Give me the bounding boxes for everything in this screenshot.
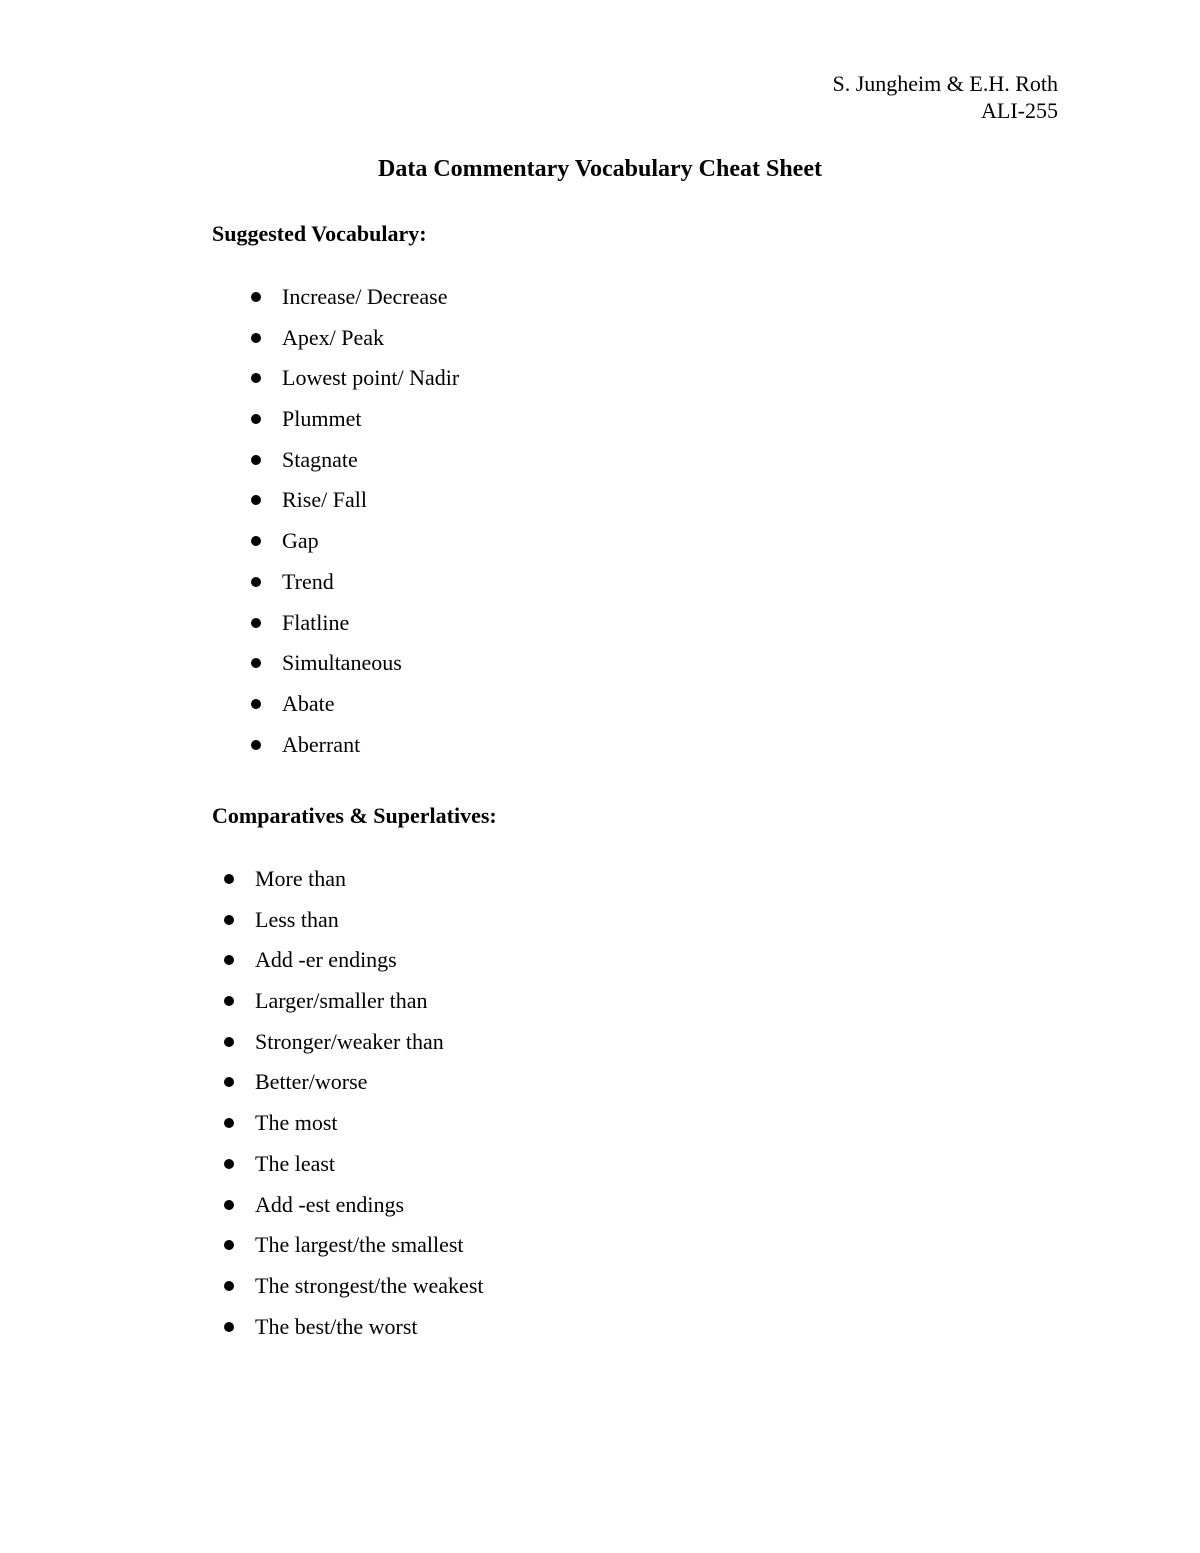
list-item [221,906,484,947]
header-authors: S. Jungheim & E.H. Roth [832,71,1058,96]
document-title: Data Commentary Vocabulary Cheat Sheet [378,156,822,182]
list-item-text: Flatline [282,609,350,635]
list-item-text: Add -est endings [255,1191,405,1217]
list-item [221,1231,484,1272]
bullet-icon [251,699,261,709]
list-item [221,1109,484,1150]
suggested-vocabulary-heading: Suggested Vocabulary: [212,221,427,246]
comparatives-heading: Comparatives & Superlatives: [212,803,497,828]
list-item-text: Apex/ Peak [282,324,385,350]
bullet-icon [224,1118,234,1128]
list-item-text: Stronger/weaker than [255,1028,444,1054]
bullet-icon [251,618,261,628]
bullet-icon [251,373,261,383]
list-item-text: Abate [282,690,335,716]
list-item-text: Simultaneous [282,650,402,676]
list-item-text: Lowest point/ Nadir [282,365,460,391]
list-item [248,486,459,527]
header-course: ALI-255 [981,98,1058,123]
bullet-icon [251,577,261,587]
bullet-icon [224,1077,234,1087]
bullet-icon [251,740,261,750]
list-item [248,405,459,446]
list-item [221,946,484,987]
list-item-text: The most [255,1110,338,1136]
list-item [221,865,484,906]
list-item [248,609,459,650]
bullet-icon [251,455,261,465]
suggested-vocabulary-list [248,283,459,771]
list-item [221,1313,484,1354]
bullet-icon [224,955,234,965]
list-item-text: More than [255,866,347,891]
list-item-text: Rise/ Fall [282,487,367,513]
list-item-text: Aberrant [282,731,361,757]
list-item-text: The strongest/the weakest [255,1272,484,1298]
list-item-text: Plummet [282,406,362,432]
list-item [221,1150,484,1191]
bullet-icon [224,915,234,925]
bullet-icon [224,1159,234,1169]
bullet-icon [224,1322,234,1332]
bullet-icon [224,874,234,884]
list-item [248,446,459,487]
bullet-icon [224,1200,234,1210]
comparatives-list [221,865,484,1353]
list-item [221,1272,484,1313]
bullet-icon [251,536,261,546]
bullet-icon [251,414,261,424]
list-item [248,324,459,365]
list-item [221,1068,484,1109]
list-item-text: Trend [282,568,334,594]
list-item [248,527,459,568]
bullet-icon [224,1240,234,1250]
list-item-text: The best/the worst [255,1313,418,1339]
list-item-text: Gap [282,528,319,554]
list-item [248,690,459,731]
list-item-text: Stagnate [282,446,358,472]
list-item-text: Better/worse [255,1069,368,1095]
bullet-icon [224,996,234,1006]
list-item [248,649,459,690]
bullet-icon [251,333,261,343]
bullet-icon [224,1037,234,1047]
bullet-icon [224,1281,234,1291]
bullet-icon [251,292,261,302]
list-item [221,987,484,1028]
list-item-text: Less than [255,906,339,932]
list-item [221,1028,484,1069]
list-item [221,1191,484,1232]
list-item-text: Larger/smaller than [255,988,428,1014]
list-item-text: Add -er endings [255,947,397,973]
bullet-icon [251,658,261,668]
list-item [248,731,459,772]
document-header [832,70,1058,124]
list-item-text: The largest/the smallest [255,1232,464,1258]
bullet-icon [251,495,261,505]
list-item-text: Increase/ Decrease [282,284,448,309]
list-item-text: The least [255,1150,336,1176]
list-item [248,364,459,405]
list-item [248,568,459,609]
list-item [248,283,459,324]
